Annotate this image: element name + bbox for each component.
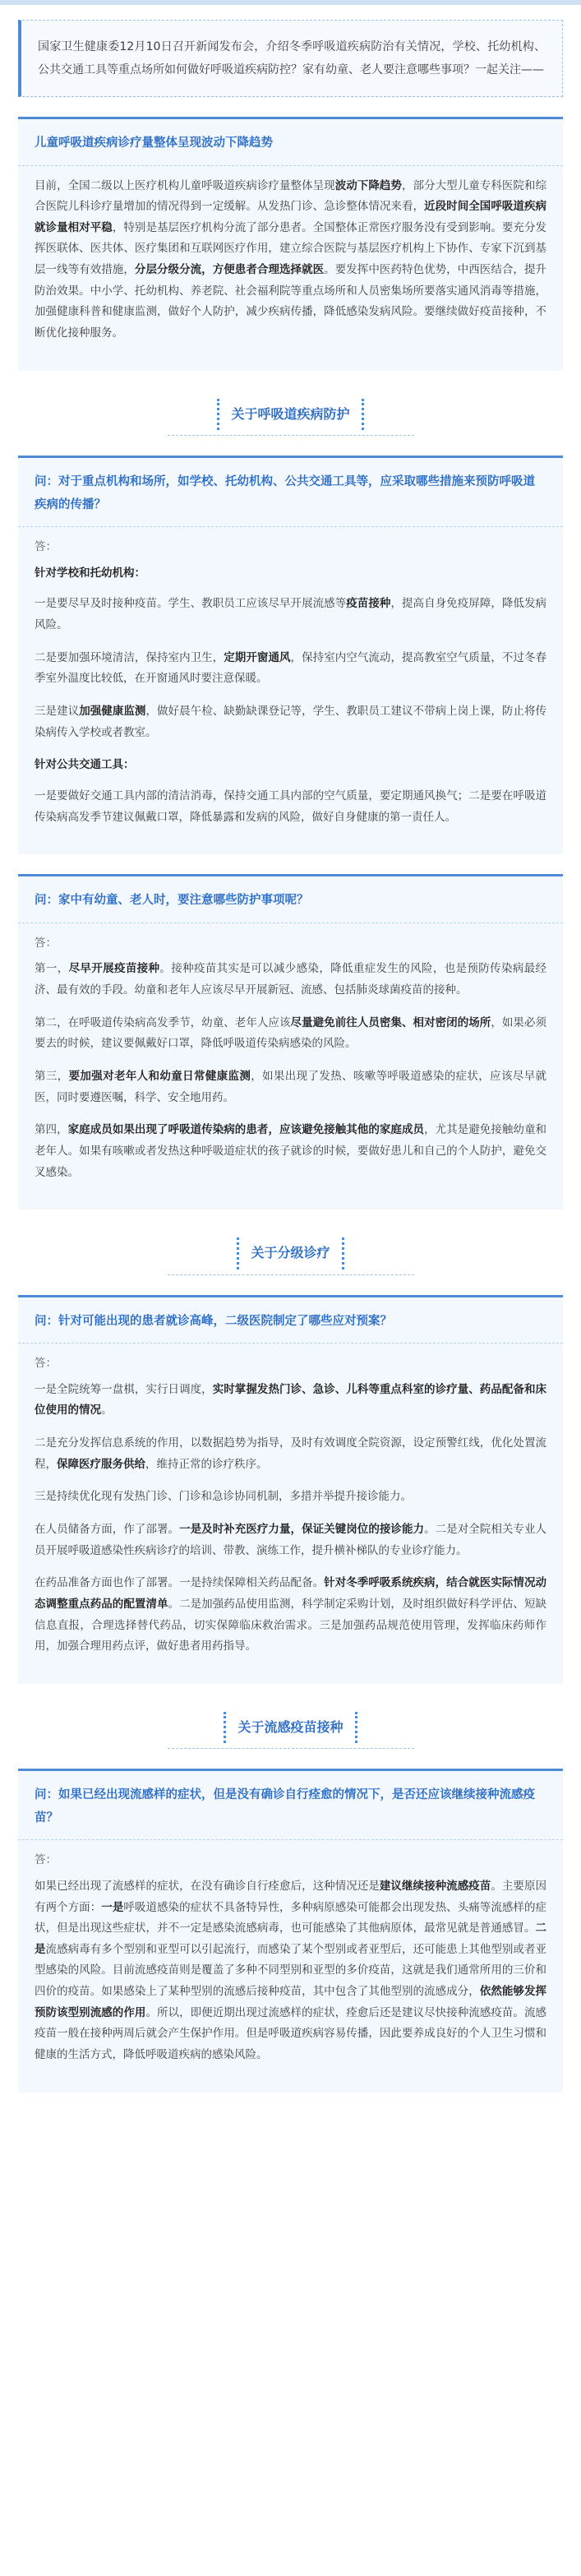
trend-paragraph: 目前，全国二级以上医疗机构儿童呼吸道疾病诊疗量整体呈现波动下降趋势，部分大型儿童专科医院和综合医院儿科诊疗量增加的情况得到一定缓解。从发热门诊、急诊整体情况来看，近段时间全国呼吸道疾病就诊量相对平稳，特别是基层医疗机构分流了部分患者。全国整体正常医疗服务没有受到影响。要充分发挥医联体、医共体、医疗集团和互联网医疗作用，建立综合医院与基层医疗机构上下协作、专家下沉到基层一线等有效措施，分层分级分流，方便患者合理选择就医。要发挥中医药特色优势，中西医结合，提升防治效果。中小学、托幼机构、养老院、社会福利院等重点场所和人员密集场所要落实通风消毒等措施，加强健康科普和健康监测，做好个人防护，减少疾病传播，降低感染发病风险。要继续做好疫苗接种，不断优化接种服务。 (35, 178, 547, 340)
intro-box (18, 20, 563, 97)
question-vaccine: 问：如果已经出现流感样的症状，但是没有确诊自行痊愈的情况下，是否还应该继续接种流感疫苗？ (18, 1771, 563, 1840)
answer-paragraph: 二是充分发挥信息系统的作用，以数据趋势为指导，及时有效调度全院资源，设定预警红线，优化处置流程，保障医疗服务供给，维持正常的诊疗秩序。 (35, 1436, 546, 1471)
section-divider (168, 1748, 414, 1749)
qa-card-institutions (18, 456, 563, 854)
section-title-triage: 关于分级诊疗 (237, 1237, 344, 1269)
subheading-schools: 针对学校和托幼机构： (35, 566, 145, 580)
answer-paragraph: 二是要加强环境清洁，保持室内卫生，定期开窗通风，保持室内空气流动，提高教室空气质量，不过冬春季室外温度比较低，在开窗通风时要注意保暖。 (35, 650, 547, 686)
trend-title: 儿童呼吸道疾病诊疗量整体呈现波动下降趋势 (18, 119, 563, 166)
answer-paragraph: 在人员储备方面，作了部署。一是及时补充医疗力量，保证关键岗位的接诊能力。二是对全院相关专业人员开展呼吸道感染性疾病诊疗的培训、带教、演练工作，提升横补梯队的专业诊疗能力。 (35, 1522, 547, 1557)
section-header-prevention (0, 399, 581, 436)
qa-card-family (18, 874, 563, 1209)
answer-label: 答： (35, 1853, 57, 1867)
answer-paragraph: 第四，家庭成员如果出现了呼吸道传染病的患者，应该避免接触其他的家庭成员，尤其是避免接触幼童和老年人。如果有咳嗽或者发热这种呼吸道症状的孩子就诊的时候，要做好患儿和自己的个人防护，避免交叉感染。 (35, 1123, 547, 1179)
answer-label: 答： (35, 936, 57, 950)
intro-text: 国家卫生健康委12月10日召开新闻发布会，介绍冬季呼吸道疾病防治有关情况，学校、托幼机构、公共交通工具等重点场所如何做好呼吸道疾病防控？家有幼童、老人要注意哪些事项？一起关注—— (38, 40, 546, 76)
answer-paragraph: 一是全院统筹一盘棋，实行日调度，实时掌握发热门诊、急诊、儿科等重点科室的诊疗量、药品配备和床位使用的情况。 (35, 1382, 547, 1417)
answer-label: 答： (35, 1357, 57, 1371)
subheading-transport: 针对公共交通工具： (35, 758, 135, 772)
qa-card-hospital (18, 1295, 563, 1684)
question-family: 问：家中有幼童、老人时，要注意哪些防护事项呢？ (18, 876, 563, 923)
answer-paragraph: 第一，尽早开展疫苗接种。接种疫苗其实是可以减少感染，降低重症发生的风险，也是预防传染病最经济、最有效的手段。幼童和老年人应该尽早开展新冠、流感、包括肺炎球菌疫苗的接种。 (35, 962, 547, 997)
answer-paragraph: 第二，在呼吸道传染病高发季节，幼童、老年人应该尽量避免前往人员密集、相对密闭的场所，如果必须要去的时候，建议要佩戴好口罩，降低呼吸道传染病感染的风险。 (35, 1015, 547, 1051)
top-decoration-bar (0, 0, 581, 8)
section-divider (168, 435, 414, 436)
section-title-vaccine: 关于流感疫苗接种 (224, 1712, 357, 1743)
answer-label: 答： (35, 540, 57, 554)
answer-paragraph: 如果已经出现了流感样的症状，在没有确诊自行痊愈后，这种情况还是建议继续接种流感疫苗。主要原因有两个方面：一是呼吸道感染的症状不具备特异性，多种病原感染可能都会出现发热、头痛等流感样的症状，但是出现这些症状，并不一定是感染流感病毒，也可能感染了其他病原体，最常见就是普通感冒。二是流感病毒有多个型别和亚型可以引起流行，而感染了某个型别或者亚型后，还可能患上其他型别或者亚型感染的风险。目前流感疫苗则是覆盖了多种不同型别和亚型的多价疫苗，这就是我们通常所用的三价和四价的疫苗。如果感染上了某种型别的流感后接种疫苗，其中包含了其他型别的流感成分，依然能够发挥预防该型别流感的作用。所以，即便近期出现过流感样的症状，痊愈后还是建议尽快接种流感疫苗。流感疫苗一般在接种两周后就会产生保护作用。但是呼吸道疾病容易传播，因此要养成良好的个人卫生习惯和健康的生活方式，降低呼吸道疾病的感染风险。 (35, 1879, 547, 2062)
trend-card (18, 117, 563, 371)
answer-paragraph: 在药品准备方面也作了部署。一是持续保障相关药品配备。针对冬季呼吸系统疾病，结合就医实际情况动态调整重点药品的配置清单。二是加强药品使用监测，科学制定采购计划，及时组织做好科学评估、短缺信息直报，合理选择替代药品，切实保障临床救治需求。三是加强药品规范使用管理，发挥临床药师作用，加强合理用药点评，做好患者用药指导。 (35, 1576, 547, 1653)
answer-paragraph: 一是要尽早及时接种疫苗。学生、教职员工应该尽早开展流感等疫苗接种，提高自身免疫屏障，降低发病风险。 (35, 597, 547, 632)
section-title-prevention: 关于呼吸道疾病防护 (217, 399, 363, 430)
question-hospital: 问：针对可能出现的患者就诊高峰，二级医院制定了哪些应对预案？ (18, 1297, 563, 1344)
section-divider (168, 1274, 414, 1275)
qa-card-vaccine (18, 1769, 563, 2093)
answer-paragraph: 三是建议加强健康监测，做好晨午检、缺勤缺课登记等，学生、教职员工建议不带病上岗上课，防止将传染病传入学校或者教室。 (35, 705, 547, 739)
section-header-vaccine (0, 1712, 581, 1749)
question-institutions: 问：对于重点机构和场所，如学校、托幼机构、公共交通工具等，应采取哪些措施来预防呼吸道疾病的传播？ (18, 458, 563, 527)
answer-paragraph: 三是持续优化现有发热门诊、门诊和急诊协同机制，多措并举提升接诊能力。 (35, 1490, 412, 1504)
section-header-triage (0, 1237, 581, 1274)
answer-paragraph: 第三，要加强对老年人和幼童日常健康监测，如果出现了发热、咳嗽等呼吸道感染的症状，应该尽早就医，同时要遵医嘱，科学、安全地用药。 (35, 1069, 547, 1104)
answer-paragraph: 一是要做好交通工具内部的清洁消毒，保持交通工具内部的空气质量，要定期通风换气；二是要在呼吸道传染病高发季节建议佩戴口罩，降低暴露和发病的风险，做好自身健康的第一责任人。 (35, 789, 546, 824)
